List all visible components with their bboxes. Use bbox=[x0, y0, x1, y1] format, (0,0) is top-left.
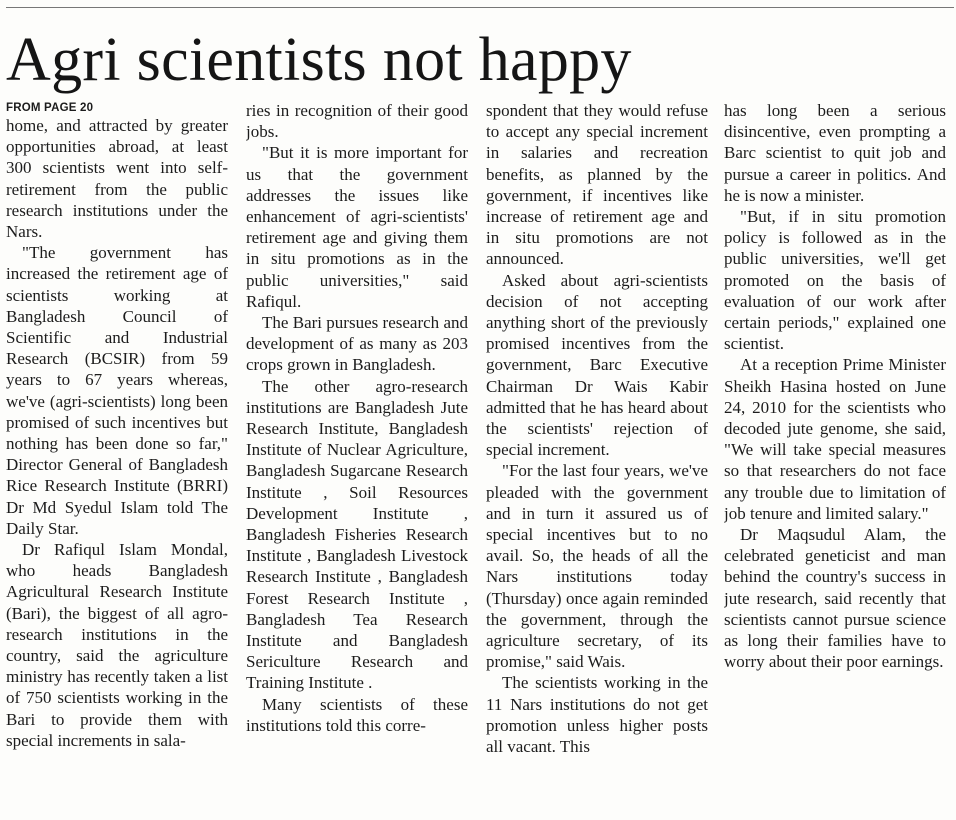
kicker: FROM PAGE 20 bbox=[6, 102, 94, 114]
paragraph: "For the last four years, we've pleaded with the government and in turn it assured us of special incentives but to no avail. So, the heads of all the Nars institutions today (Thursday) once again reminded the government, through the agriculture secretary, of its promise," said Wais. bbox=[486, 461, 708, 672]
article-column-2 bbox=[246, 100, 468, 820]
paragraph: ries in recognition of their good jobs. bbox=[246, 101, 468, 142]
top-rule bbox=[6, 7, 954, 8]
paragraph: The Bari pursues research and development of as many as 203 crops grown in Bangladesh. bbox=[246, 313, 468, 375]
paragraph: home, and attracted by greater opportunities abroad, at least 300 scientists went into self-retirement from the public research institutions under the Nars. bbox=[6, 116, 228, 242]
paragraph: The scientists working in the 11 Nars institutions do not get promotion unless higher posts all vacant. This bbox=[486, 673, 708, 757]
paragraph: Asked about agri-scientists decision of not accepting anything short of the previously promised incentives from the government, Barc Executive Chairman Dr Wais Kabir admitted that he has heard about the scientists' rejection of special increment. bbox=[486, 270, 708, 460]
paragraph: The other agro-research institutions are Bangladesh Jute Research Institute, Bangladesh Institute of Nuclear Agriculture, Bangladesh Sugarcane Research Institute , Soil Resources Development Institute , Bangladesh Fisheries Research Institute , Bangladesh Livestock Research Institute , Bangladesh Forest Research Institute , Bangladesh Tea Research Institute and Bangladesh Sericulture Research and Training Institute . bbox=[246, 376, 468, 693]
article-column-3 bbox=[486, 100, 708, 820]
paragraph: "But it is more important for us that the government addresses the issues like enhancement of agri-scientists' retirement age and giving them in situ promotions as in the public universities," said Rafiqul. bbox=[246, 143, 468, 311]
paragraph: "But, if in situ promotion policy is followed as in the public universities, we'll get promoted on the basis of evaluation of our work after certain periods," explained one scientist. bbox=[724, 207, 946, 354]
paragraph: has long been a serious disincentive, even prompting a Barc scientist to quit job and pursue a career in politics. And he is now a minister. bbox=[724, 101, 946, 205]
article-column-1 bbox=[6, 100, 228, 820]
paragraph: Many scientists of these institutions told this corre- bbox=[246, 694, 468, 735]
paragraph: At a reception Prime Minister Sheikh Hasina hosted on June 24, 2010 for the scientists who decoded jute genome, she said, "We will take special measures so that researchers do not face any trouble due to limitation of job tenure and limited salary." bbox=[724, 355, 946, 523]
headline: Agri scientists not happy bbox=[6, 26, 632, 94]
paragraph: "The government has increased the retirement age of scientists working at Bangladesh Council of Scientific and Industrial Research (BCSIR) from 59 years to 67 years whereas, we've (agri-scientists) long been promised of such incentives but nothing has been done so far," Director General of Bangladesh Rice Research Institute (BRRI) Dr Md Syedul Islam told The Daily Star. bbox=[6, 243, 228, 538]
article-column-4 bbox=[724, 100, 946, 820]
paragraph: Dr Maqsudul Alam, the celebrated geneticist and man behind the country's success in jute research, said recently that scientists cannot pursue science as long their families have to worry about their poor earnings. bbox=[724, 525, 946, 672]
paragraph: Dr Rafiqul Islam Mondal, who heads Bangladesh Agricultural Research Institute (Bari), the biggest of all agro-research institutions in the country, said the agriculture ministry has recently taken a list of 750 scientists working in the Bari to provide them with special increments in sala- bbox=[6, 540, 228, 750]
paragraph: spondent that they would refuse to accept any special increment in salaries and recreation benefits, as planned by the government, if incentives like increase of retirement age and in situ promotions are not announced. bbox=[486, 101, 708, 269]
